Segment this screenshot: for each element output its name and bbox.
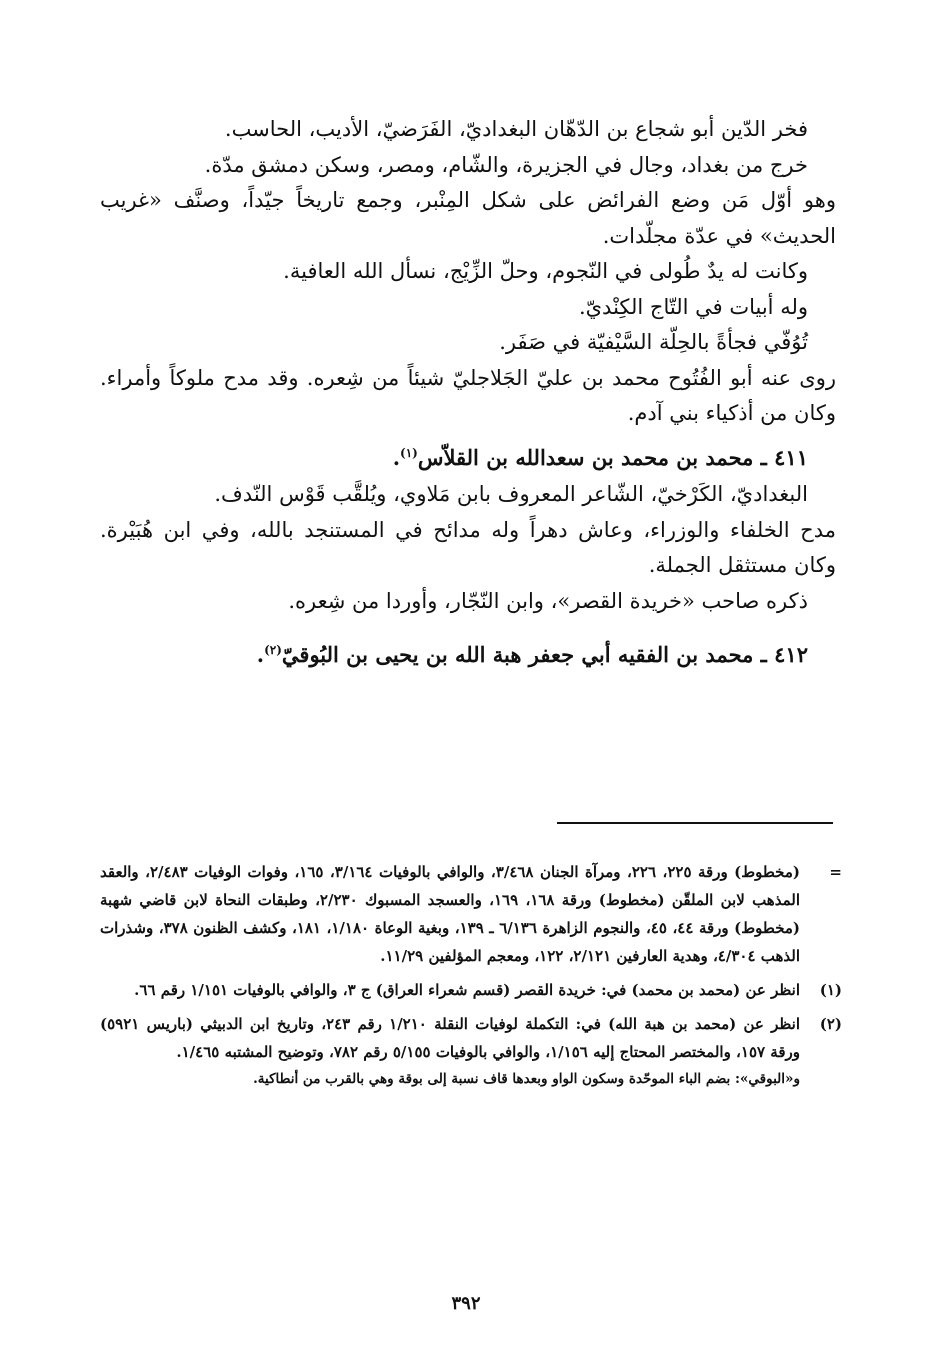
footnote-ref: (١) <box>400 445 418 460</box>
paragraph: ذكره صاحب «خريدة القصر»، وابن النّجّار، وأوردا من شِعره. <box>288 588 808 613</box>
footnote-text: (مخطوط) ورقة ٢٢٥، ٢٢٦، ومرآة الجنان ٣/٤٦٨، والوافي بالوفيات ٣/١٦٤، ١٦٥، وفوات الوفيات ٢/٤٨٣، والعقد المذهب لابن الملقّن (مخطوط) ورقة ١٦٨، ١٦٩، والعسجد المسبوك ٢/٢٣٠، وطبقات النحاة لابن قاضي شهبة (مخطوط) ورقة ٤٤، ٤٥، والنجوم الزاهرة ٦/١٣٦ ـ ١٣٩، وبغية الوعاة ١/١٨٠، ١٨١، وكشف الظنون ٣٧٨، وشذرات الذهب ٤/٣٠٤، وهدية العارفين ٢/١٢١، ١٢٢، ومعجم المؤلفين ١١/٢٩. <box>100 863 801 965</box>
footnote-marker: = <box>829 863 842 881</box>
paragraph: وهو أوّل مَن وضع الفرائض على شكل المِنْبر، وجمع تاريخاً جيّداً، وصنَّف «غريب الحديث» في عدّة مجلّدات. <box>100 188 836 248</box>
entry-title: ٤١٢ ـ محمد بن الفقيه أبي جعفر هبة الله بن يحيى بن البُوقيّ <box>281 642 808 667</box>
paragraph: مدح الخلفاء والوزراء، وعاش دهراً وله مدائح في المستنجد بالله، وفي ابن هُبَيْرة. وكان مستثقل الجملة. <box>100 517 836 577</box>
footnote-text: انظر عن (محمد بن محمد) في: خريدة القصر (قسم شعراء العراق) ج ٣، والوافي بالوفيات ١/١٥١ رقم ٦٦. <box>134 981 800 999</box>
paragraph: وكانت له يدٌ طُولى في النّجوم، وحلّ الزِّيْج، نسأل الله العافية. <box>283 259 808 283</box>
footnote-sources: انظر عن (محمد بن هبة الله) في: التكملة لوفيات النقلة ١/٢١٠ رقم ٢٤٣، وتاريخ ابن الدبيثي (باريس ٥٩٢١) ورقة ١٥٧، والمختصر المحتاج إليه ١/١٥٦، والوافي بالوفيات ٥/١٥٥ رقم ٧٨٢، وتوضيح المشتبه ١/٤٦٥. <box>100 1015 801 1061</box>
footnote-2 <box>100 1010 842 1090</box>
main-text <box>100 112 836 675</box>
entry-heading-412: ٤١٢ ـ محمد بن الفقيه أبي جعفر هبة الله بن يحيى بن البُوقيّ$^{(٢)}$. <box>256 642 808 667</box>
paragraph: فخر الدّين أبو شجاع بن الدّهّان البغداديّ، الفَرَضيّ، الأديب، الحاسب. <box>224 117 808 141</box>
footnote-ref: (٢) <box>264 643 282 657</box>
page-number: ٣٩٢ <box>451 1293 481 1314</box>
footnote-separator <box>557 822 833 824</box>
paragraph: تُوُفّي فجأةً بالحِلّة السَّيْفيّة في صَفَر. <box>499 330 808 354</box>
footnote-marker: (١) <box>819 981 842 999</box>
entry-title: ٤١١ ـ محمد بن محمد بن سعدالله بن القلاّس <box>417 444 808 470</box>
paragraph: خرج من بغداد، وجال في الجزيرة، والشّام، ومصر، وسكن دمشق مدّة. <box>204 152 808 177</box>
footnote-remark: و«البوقي»: بضم الباء الموحّدة وسكون الواو وبعدها قاف نسبة إلى بوقة وهي بالقرب من أنطاكية. <box>253 1071 800 1087</box>
paragraph: وله أبيات في التّاج الكِنْديّ. <box>578 294 808 319</box>
footnote-1 <box>100 976 842 1004</box>
footnote-continuation <box>100 858 842 970</box>
paragraph: البغداديّ، الكَرْخيّ، الشّاعر المعروف بابن مَلاوي، ويُلقَّب قَوْس النّدف. <box>214 482 808 506</box>
footnotes <box>100 858 842 1096</box>
footnote-text <box>100 1010 800 1090</box>
footnote-marker: (٢) <box>819 1015 842 1033</box>
entry-heading-411: ٤١١ ـ محمد بن محمد بن سعدالله بن القلاّس$^{(١)}$. <box>392 444 808 470</box>
paragraph: روى عنه أبو الفُتُوح محمد بن عليّ الجَلاجليّ شيئاً من شِعره. وقد مدح ملوكاً وأمراء. وكان من أذكياء بني آدم. <box>100 365 836 425</box>
